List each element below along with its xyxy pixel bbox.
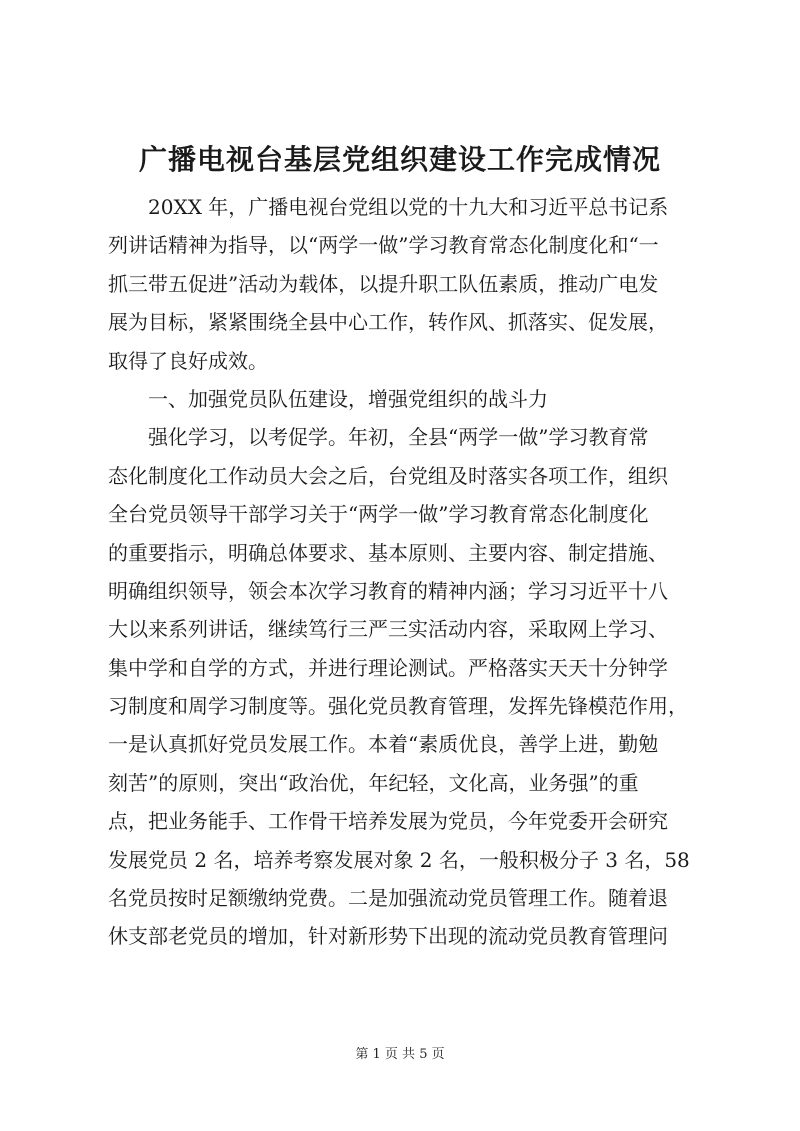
body-text-line: 点，把业务能手、工作骨干培养发展为党员，今年党委开会研究 xyxy=(108,809,668,834)
body-text-line: 休支部老党员的增加，针对新形势下出现的流动党员教育管理问 xyxy=(108,924,668,949)
document-title: 广播电视台基层党组织建设工作完成情况 xyxy=(138,143,661,176)
body-text-line: 抓三带五促进”活动为载体，以提升职工队伍素质，推动广电发 xyxy=(108,271,659,296)
body-text-line: 强化学习，以考促学。年初，全县“两学一做”学习教育常 xyxy=(148,425,649,450)
body-text-line: 大以来系列讲话，继续笃行三严三实活动内容，采取网上学习、 xyxy=(108,617,668,642)
body-text-line: 明确组织领导，领会本次学习教育的精神内涵；学习习近平十八 xyxy=(108,578,668,603)
page-footer: 第 1 页 共 5 页 xyxy=(355,1047,445,1062)
body-text-line: 一是认真抓好党员发展工作。本着“素质优良，善学上进，勤勉 xyxy=(108,732,659,757)
body-text-line: 发展党员 2 名，培养考察发展对象 2 名，一般积极分子 3 名，58 xyxy=(108,847,690,872)
body-text-line: 刻苦”的原则，突出“政治优，年纪轻，文化高，业务强”的重 xyxy=(108,770,639,795)
body-text-line: 习制度和周学习制度等。强化党员教育管理，发挥先锋模范作用， xyxy=(108,694,688,719)
document-body xyxy=(108,188,708,956)
body-text-line: 的重要指示，明确总体要求、基本原则、主要内容、制定措施、 xyxy=(108,540,668,565)
body-text-line: 一、加强党员队伍建设，增强党组织的战斗力 xyxy=(148,386,548,411)
body-text-line: 全台党员领导干部学习关于“两学一做”学习教育常态化制度化 xyxy=(108,502,649,527)
body-text-line: 态化制度化工作动员大会之后，台党组及时落实各项工作，组织 xyxy=(108,463,668,488)
body-text-line: 展为目标，紧紧围绕全县中心工作，转作风、抓落实、促发展， xyxy=(108,310,668,335)
body-text-line: 名党员按时足额缴纳党费。二是加强流动党员管理工作。随着退 xyxy=(108,886,668,911)
body-text-line: 取得了良好成效。 xyxy=(108,348,268,373)
body-text-line: 列讲话精神为指导，以“两学一做”学习教育常态化制度化和“一 xyxy=(108,233,659,258)
body-text-line: 集中学和自学的方式，并进行理论测试。严格落实天天十分钟学 xyxy=(108,655,668,680)
body-text-line: 20XX 年，广播电视台党组以党的十九大和习近平总书记系 xyxy=(148,195,669,219)
